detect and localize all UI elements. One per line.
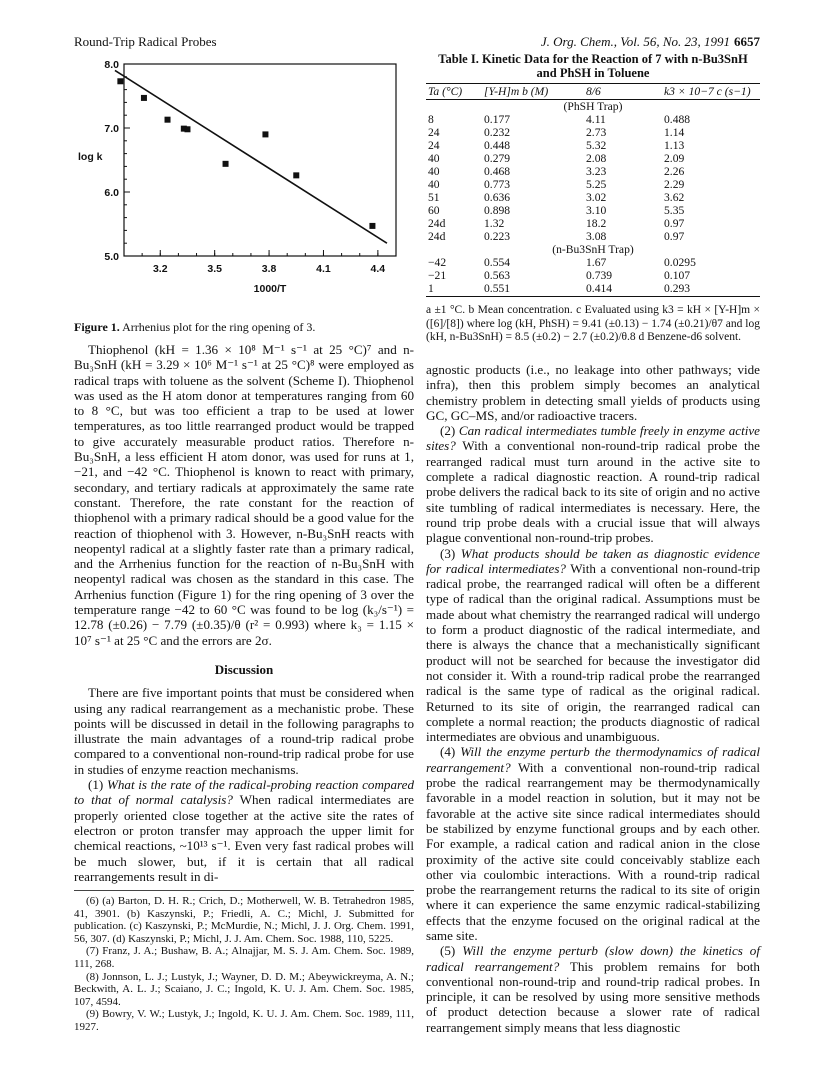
table-cell: 3.23 [586, 165, 607, 178]
figure-caption-text: Arrhenius plot for the ring opening of 3. [122, 320, 316, 334]
data-point [262, 131, 268, 137]
point-question: Will the enzyme perturb the thermodynamics of radical rearrangement? [426, 744, 760, 775]
point-question: What products should be taken as diagnostic evidence for radical intermediates? [426, 545, 760, 576]
table-cell: 5.35 [664, 204, 685, 217]
paragraph [74, 777, 414, 884]
footnote: (9) Bowry, V. W.; Lustyk, J.; Ingold, K. U. J. Am. Chem. Soc. 1989, 111, 1927. [74, 1008, 414, 1033]
table-cell: 18.2 [586, 217, 607, 230]
table-cell: 0.551 [482, 282, 584, 297]
table-cell: 1.14 [664, 126, 685, 139]
table-cell: 0.97 [664, 230, 685, 243]
table-cell: −42 [428, 256, 447, 269]
figure-label: Figure 1. [74, 320, 120, 334]
footnote: (8) Jonnson, L. J.; Lustyk, J.; Wayner, D. D. M.; Abeywickreyma, A. N.; Beckwith, A. L. J.; Scaiano, J. C.; Ingold, K. U. J. Am. Chem. Soc. 1985, 107, 4594. [74, 970, 414, 1008]
paragraph: Thiophenol (kH = 1.36 × 10⁸ M⁻¹ s⁻¹ at 25 °C)⁷ and n-Bu₃SnH (kH = 3.29 × 10⁶ M⁻¹ s⁻¹ at 25 °C)⁸ were employed as radical traps with toluene as the solvent (Scheme I). Thiophenol was used as the H atom donor at temperatures ranging from 60 to 8 °C, but was too efficient a trap to be used at lower temperatures, as too little rearranged product would be trapped to give accurately measurable product ratios. Therefore n-Bu₃SnH, a less efficient H atom donor, was used for runs at 1, −21, and −42 °C. Thiophenol is known to react with primary, secondary, and tertiary radicals at approximately the same rate constant. Therefore, the rate constant for the reaction of thiophenol with a primary radical should be a good value for the reaction of thiophenol with 3. However, n-Bu₃SnH reacts with neopentyl radical at a slightly faster rate than a primary radical, and the Arrhenius function for the reaction of n-Bu₃SnH with neopentyl radical was chosen as the standard in this case. The Arrhenius function (Figure 1) for the ring opening of 3 over the temperature range −42 to 60 °C was found to be log (k₃/s⁻¹) = 12.78 (±0.26) − 7.79 (±0.35)/θ (r² = 0.993) where k₃ = 1.15 × 10⁷ s⁻¹ at 25 °C and the errors are 2σ. [74, 342, 414, 648]
table-row [426, 152, 760, 165]
point-question: Can radical intermediates tumble freely in enzyme active sites? [426, 423, 760, 454]
table-cell: 0.279 [484, 152, 511, 165]
table-cell: 0.0295 [664, 256, 696, 269]
section-heading: Discussion [214, 661, 274, 677]
left-column [74, 342, 414, 884]
figure-caption [74, 320, 414, 335]
table-cell: 0.448 [484, 139, 511, 152]
table-cell: 0.97 [664, 217, 685, 230]
table-cell: 40 [428, 165, 440, 178]
paragraph: There are five important points that must be considered when using any radical rearrangement as a mechanistic probe. These points will be discussed in detail in the following paragraphs to illustrate the main advantages of a round-trip radical probe compared to a conventional non-round-trip radical probe for use in studies of enzyme reaction mechanisms. [74, 685, 414, 777]
table-header: Ta (°C) [426, 84, 482, 100]
table-cell: 0.414 [584, 282, 662, 297]
point-question: Will the enzyme perturb (slow down) the kinetics of radical rearrangement? [426, 943, 760, 974]
x-axis-label: 1000/T [253, 283, 287, 295]
y-axis-label: log k [78, 151, 103, 163]
table-cell: 1.67 [586, 256, 607, 269]
table-cell: 0.293 [662, 282, 760, 297]
y-tick-label: 8.0 [104, 59, 119, 71]
table-cell: 8 [428, 113, 434, 126]
table-cell: 3.08 [586, 230, 607, 243]
x-tick-label: 3.8 [261, 263, 277, 275]
table-cell: 24 [428, 126, 440, 139]
x-tick-label: 3.5 [207, 263, 222, 275]
table-cell: 40 [428, 178, 440, 191]
footnote: (6) (a) Barton, D. H. R.; Crich, D.; Motherwell, W. B. Tetrahedron 1985, 41, 3901. (b) Kaszynski, P.; Friedli, A. C.; Michl, J. Submitted for publication. (c) Kaszynski, P.; McMurdie, N.; Michl, J. J. Org. Chem. 1991, 56, 307. (d) Kaszynski, P.; Michl, J. J. Am. Chem. Soc. 1988, 110, 5225. [74, 895, 414, 945]
table-cell: 1.32 [484, 217, 505, 230]
table-cell: 1.13 [664, 139, 685, 152]
point-text: With a conventional non-round-trip radical probe the radical rearrangement may be thermodynamically favorable in a model reaction in solution, but it may not be favorable at the active site since radical intermediates should be stabilized by enzyme functional groups and by each other. For example, a radical cation and radical anion in the close proximity of the active site could conceivably stablize each other via coulombic interactions. With a round-trip radical probe the rearrangement returns the radical to its site of origin where it can experience the same enzymic radical-stabilizing effects that the enzyme focused on the original radical at the same site. [426, 759, 760, 943]
point-number: (4) [440, 744, 456, 760]
kinetic-data-table [426, 83, 760, 297]
x-tick-label: 3.2 [152, 263, 168, 275]
journal-citation: J. Org. Chem., Vol. 56, No. 23, 1991 [540, 34, 730, 49]
table-cell: 0.232 [484, 126, 511, 139]
fit-line [115, 70, 387, 243]
paragraph [426, 943, 760, 1035]
paragraph [426, 423, 760, 545]
data-point [369, 223, 375, 229]
table-cell: 0.468 [484, 165, 511, 178]
table-cell: 1 [426, 282, 482, 297]
table-cell: 0.563 [484, 269, 511, 282]
running-header-left: Round-Trip Radical Probes [74, 34, 217, 49]
table-title-line2: and PhSH in Toluene [536, 66, 650, 80]
point-number: (1) [88, 777, 104, 793]
table-cell: 2.08 [586, 152, 607, 165]
table-cell: −21 [428, 269, 447, 282]
table-cell: 51 [428, 191, 440, 204]
table-row [426, 139, 760, 152]
table-cell: 40 [428, 152, 440, 165]
table-row [426, 191, 760, 204]
point-number: (2) [440, 423, 456, 439]
table-cell: 60 [428, 204, 440, 217]
table-cell: 2.73 [586, 126, 607, 139]
table-cell: 0.107 [664, 269, 691, 282]
table-cell: 0.554 [484, 256, 511, 269]
table-cell: 2.09 [664, 152, 685, 165]
table-cell: 24d [428, 217, 446, 230]
y-tick-label: 6.0 [104, 187, 119, 199]
table-cell: 3.10 [586, 204, 607, 217]
table-cell: 0.773 [484, 178, 511, 191]
point-text: With a conventional non-round-trip radical probe the rearranged radical must turn around in the active site to complete a radical diagnostic reaction. A round-trip radical probe delivers the radical back to its site of origin and no active site tumbling of radical intermediates is necessary. Here, the round trip probe deals with a crucial issue that will always plague conventional non-round-trip probes. [426, 438, 760, 546]
x-tick-label: 4.4 [370, 263, 386, 275]
table-header: k3 × 10−7 c (s−1) [662, 84, 760, 100]
table-row [426, 126, 760, 139]
arrhenius-plot [74, 56, 414, 306]
table-cell: 5.25 [586, 178, 607, 191]
table-cell: 3.62 [664, 191, 685, 204]
table-cell: 24d [428, 230, 446, 243]
data-point [223, 161, 229, 167]
table-row [426, 256, 760, 269]
point-number: (5) [440, 943, 456, 959]
table-header: 8/6 [584, 84, 662, 100]
table-header: [Y-H]m b (M) [482, 84, 584, 100]
paragraph: agnostic products (i.e., no leakage into other pathways; vide infra), then this problem simply becomes an analytical chemistry problem in detecting small yields of products using GC, GC–MS, and/or radioactive tracers. [426, 362, 760, 423]
table-row [426, 113, 760, 126]
table-group-label: (PhSH Trap) [563, 100, 623, 113]
table-group-label: (n-Bu3SnH Trap) [552, 243, 634, 256]
point-text: With a conventional non-round-trip radical probe, the rearranged radical will often be a different type of radical than the original radical. Assumptions must be made about what chemistry the rearranged radical will undergo to form a product diagnostic of the radical intermediate, and there is always the chance that a mechanistically significant product will not be searched for because the investigator did not consider it. With a round-trip radical probe the rearranged radical is the same type of radical as the original radical. Returned to its site of origin, the rearranged radical can complete a normal reaction; the products diagnostic of radical intermediates are obvious and unambiguous. [426, 560, 760, 745]
point-question: What is the rate of the radical-probing reaction compared to that of normal catalysis? [74, 777, 414, 808]
data-point [184, 126, 190, 132]
x-tick-label: 4.1 [316, 263, 331, 275]
table-row [426, 230, 760, 243]
running-header-right [541, 34, 760, 50]
point-text: This problem remains for both conventional non-round-trip and round-trip radical probes. In principle, it can be resolved by using more sensitive methods of product detection because a slower rate of radical rearrangement simply means that less diagnostic [426, 958, 760, 1035]
table-cell: 0.223 [484, 230, 511, 243]
footnote: (7) Franz, J. A.; Bushaw, B. A.; Alnajjar, M. S. J. Am. Chem. Soc. 1989, 111, 268. [74, 945, 414, 970]
y-tick-label: 5.0 [104, 251, 119, 263]
table-cell: 2.29 [664, 178, 685, 191]
right-column [426, 362, 760, 1035]
footnotes [74, 890, 414, 1034]
data-point [165, 117, 171, 123]
table-row [426, 282, 760, 297]
table-cell: 0.177 [484, 113, 511, 126]
data-point [293, 172, 299, 178]
table-cell: 24 [428, 139, 440, 152]
data-point [141, 95, 147, 101]
table-cell: 4.11 [586, 113, 606, 126]
paragraph [426, 744, 760, 943]
table-title-line1: Table I. Kinetic Data for the Reaction of 7 with n-Bu3SnH [438, 52, 748, 66]
table-cell: 0.636 [484, 191, 511, 204]
table-row [426, 204, 760, 217]
table-cell: 5.32 [586, 139, 607, 152]
data-point [117, 78, 123, 84]
y-tick-label: 7.0 [104, 123, 119, 135]
point-text: When radical intermediates are properly oriented close together at the active site the rates of electron or proton transfer may approach the upper limit for chemical reactions, ~10¹³ s⁻¹. Even very fast radical probes will be much slower, but, if it is certain that all radical rearrangements result in di- [74, 792, 414, 884]
table-cell: 2.26 [664, 165, 685, 178]
page-number: 6657 [734, 34, 760, 49]
table-cell: 0.488 [664, 113, 691, 126]
plot-frame [124, 64, 396, 256]
table-row [426, 217, 760, 230]
table-cell: 0.898 [484, 204, 511, 217]
table-cell: 3.02 [586, 191, 607, 204]
table-row [426, 269, 760, 282]
table-footnote: a ±1 °C. b Mean concentration. c Evaluated using k3 = kH × [Y-H]m × ([6]/[8]) where log (kH, PhSH) = 9.41 (±0.13) − 1.74 (±0.21)/θ7 and log (kH, n-Bu3SnH) = 8.5 (±0.2) − 2.7 (±0.2)/θ.8 d Benzene-d6 solvent. [426, 304, 760, 343]
point-number: (3) [440, 545, 456, 561]
table-row [426, 178, 760, 191]
table-title [426, 52, 760, 80]
table-row [426, 165, 760, 178]
paragraph [426, 546, 760, 745]
table-cell: 0.739 [586, 269, 613, 282]
